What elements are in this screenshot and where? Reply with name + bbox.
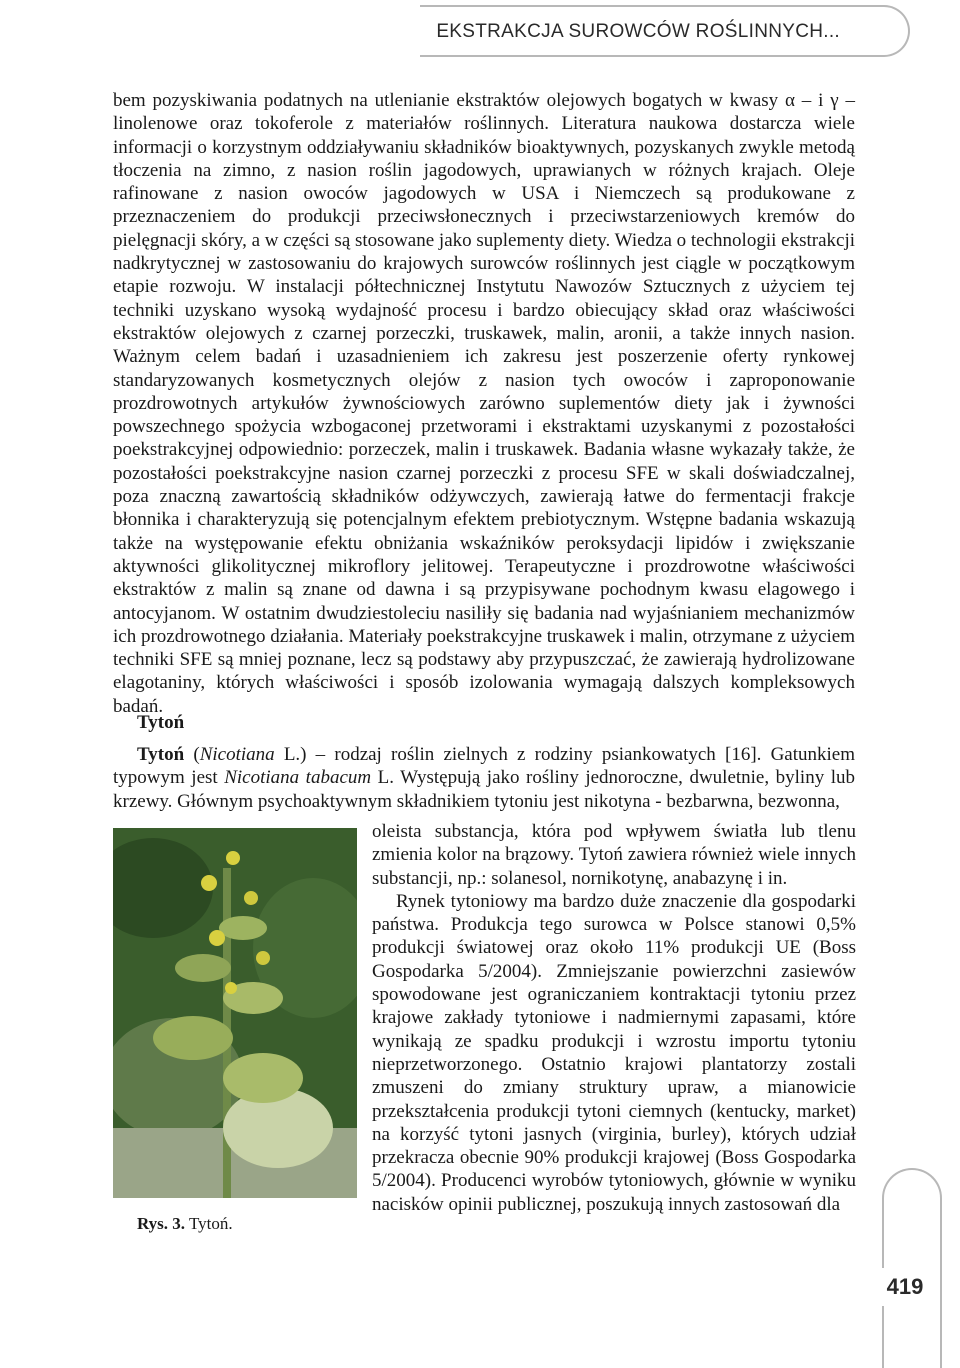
- wrap-continuation: oleista substancja, która pod wpływem światła lub tlenu zmienia kolor na brązowy. Tytoń zawiera również wiele innych substancji, np.: solanesol, nornikotynę, anabazynę i in.: [372, 821, 856, 889]
- page-number: 419: [872, 1268, 938, 1306]
- intro-open: (: [184, 744, 200, 765]
- intro-species: Nicotiana tabacum: [224, 767, 372, 789]
- figure-caption-text: Tytoń.: [185, 1214, 233, 1233]
- intro-genus: Nicotiana: [199, 744, 275, 765]
- tobacco-plant-illustration: [113, 828, 357, 1198]
- figure-caption-label: Rys. 3.: [137, 1214, 186, 1233]
- running-header-title: EKSTRAKCJA SUROWCÓW ROŚLINNYCH...: [436, 21, 840, 42]
- wrap-paragraph-2: Rynek tytoniowy ma bardzo duże znaczenie dla gospodarki państwa. Produkcja tego surowca w Polsce stanowi 0,5% produkcji światowej oraz około 11% produkcji UE (Boss Gospodarka 5/2004). Zmniejszanie powierzchni zasiewów spowodowane jest ograniczaniem kontraktacji tytoniu przez krajowe zakłady tytoniowe i nadmiernymi zapasami, które wynikają ze spadku produkcji i wzrostu importu tytoniu nieprzetworzonego. Ostatnio krajowi plantatorzy zostali zmuszeni do zmiany struktury upraw, a mianowicie przekształcenia produkcji tytoni ciemnych (kentucky, market) na korzyść tytoni jasnych (virginia, burley), których udział przekracza obecnie 90% produkcji krajowej (Boss Gospodarka 5/2004). Producenci wyrobów tytoniowych, głównie w wyniku nacisków opinii publicznej, poszukują innych zastosowań dla: [372, 890, 856, 1215]
- section-heading: Tytoń: [137, 712, 185, 733]
- tobacco-plant-photo: [113, 828, 357, 1198]
- intro-term: Tytoń: [137, 744, 185, 765]
- figure-caption: [137, 1214, 233, 1234]
- intro-paragraph: [113, 743, 855, 813]
- wrapped-text-column: [372, 820, 856, 1216]
- running-header-tab: [420, 5, 910, 57]
- main-paragraph: bem pozyskiwania podatnych na utlenianie ekstraktów olejowych bogatych w kwasy α – i γ – linolenowe oraz tokoferole z materiałów roślinnych. Literatura naukowa dostarcza wiele informacji o korzystnym oddziaływaniu składników bioaktywnych, pozyskanych zwykle metodą tłoczenia na zimno, z nasion roślin jagodowych, uprawianych w różnych krajach. Oleje rafinowane z nasion owoców jagodowych w USA i Niemczech są produkowane z przeznaczeniem do produkcji przeciwsłonecznych i przeciwstarzeniowych kremów do pielęgnacji skóry, a w części są stosowane jako suplementy diety. Wiedza o technologii ekstrakcji nadkrytycznej w zastosowaniu do krajowych surowców roślinnych jest ciągle w początkowym etapie rozwoju. W instalacji półtechnicznej Instytutu Nawozów Sztucznych z użyciem tej techniki uzyskano wysoką wydajność procesu i bardzo obiecujący skład oraz właściwości ekstraktów olejowych z czarnej porzeczki, truskawek, malin, aronii, a także innych nasion. Ważnym celem badań i uzasadnieniem ich zakresu jest poszerzenie oferty rynkowej standaryzowanych kosmetycznych olejów z nasion tych owoców i zaproponowanie prozdrowotnych artykułów żywnościowych zarówno suplementów diety jak i żywności powszechnego spożycia wzbogaconej przetworami i ekstraktami uzyskanymi z pozostałości poekstrakcyjnej odpowiednio: porzeczek, malin i truskawek. Badania własne wykazały także, że pozostałości poekstrakcyjne nasion czarnej porzeczki z procesu SFE w skali doświadczalnej, poza znaczną zawartością składników odżywczych, zawierają łatwe do fermentacji frakcje błonnika i charakteryzują się potencjalnym efektem prebiotycznym. Wstępne badania wskazują także na występowanie efektu obniżania wskaźników peroksydacji lipidów i zwiększanie aktywności glikolitycznej mikroflory jelitowej. Terapeutyczne i prozdrowotne właściwości ekstraktów z malin są znane od dawna i są przypisywane pochodnym kwasu elagowego i antocyjanom. W ostatnim dwudziestoleciu nasiliły się badania nad wyjaśnianiem mechanizmów ich prozdrowotnego działania. Materiały poekstrakcyjne truskawek i malin, otrzymane z użyciem techniki SFE są mniej poznane, lecz są podstawy aby przypuszczać, że zawierają hydrolizowane elagotaniny, których właściwości i sposób izolowania wymagają dalszych kompleksowych badań.: [113, 90, 855, 717]
- intro-rest: L. Występują jako rośliny jednoroczne, dwuletnie, byliny lub krzewy. Głównym psychoaktywnym składnikiem tytoniu jest nikotyna - bezbarwna, bezwonna,: [113, 767, 855, 812]
- intro-mid: L.) – rodzaj roślin zielnych z rodziny psiankowatych [16]. Gatunkiem typowym jest: [113, 744, 855, 789]
